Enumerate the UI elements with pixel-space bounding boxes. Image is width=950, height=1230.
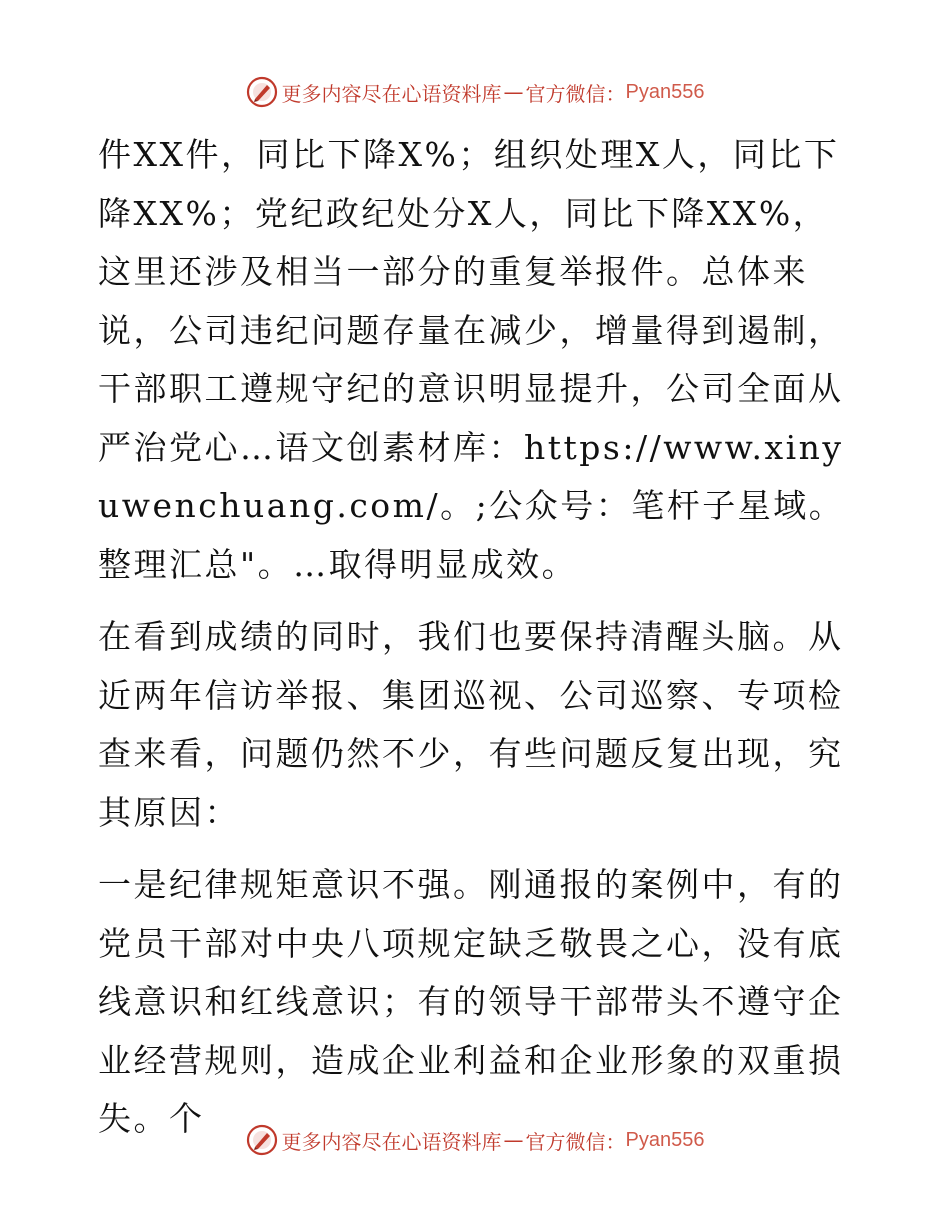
paragraph: 一是纪律规矩意识不强。刚通报的案例中，有的党员干部对中央八项规定缺乏敬畏之心，没有底线意识和红线意识；有的领导干部带头不遵守企业经营规则，造成企业利益和企业形象的双重损失。个 [98,865,844,1138]
header-watermark [0,70,950,114]
watermark-separator: — [503,80,524,104]
paragraph: 在看到成绩的同时，我们也要保持清醒头脑。从近两年信访举报、集团巡视、公司巡察、专项检查来看，问题仍然不少，有些问题反复出现，究其原因： [98,617,844,832]
footer-watermark [0,1118,950,1162]
watermark-wechat-id: Pyan556 [625,1128,705,1151]
document-body [98,126,858,1149]
watermark-text: 更多内容尽在心语资料库 [281,1129,502,1154]
pen-logo-icon [246,1124,278,1156]
watermark-text: 更多内容尽在心语资料库 [281,81,502,106]
watermark-separator: — [503,1128,524,1152]
watermark-official-label: 官方微信： [525,1129,626,1154]
pen-logo-icon [246,76,278,108]
watermark-official-label: 官方微信： [525,81,626,106]
paragraph: 件XX件，同比下降X%；组织处理X人，同比下降XX%；党纪政纪处分X人，同比下降XX%，这里还涉及相当一部分的重复举报件。总体来说，公司违纪问题存量在减少，增量得到遏制，干部职工遵规守纪的意识明显提升，公司全面从严治党心…语文创素材库：https://www.xinyuwenchuang.com/。;公众号：笔杆子星域。整理汇总"。…取得明显成效。 [98,135,845,584]
watermark-wechat-id: Pyan556 [625,80,705,103]
